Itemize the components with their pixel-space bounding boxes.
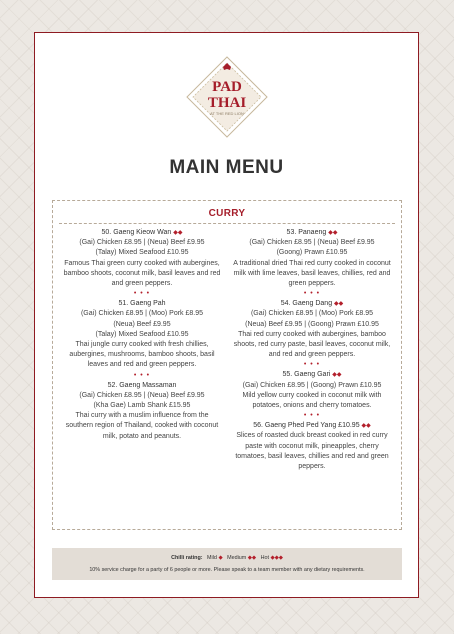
chilli-icon: ◆◆ <box>173 230 183 236</box>
hot-chilli-icon: ◆◆◆ <box>270 555 283 561</box>
section-divider <box>59 223 395 224</box>
menu-item-name: 53. Panaeng <box>286 229 327 236</box>
menu-item-description: Famous Thai green curry cooked with aubergines, bamboo shoots, coconut milk, basil leaves and red and green peppers. <box>63 259 221 288</box>
left-column <box>63 228 221 442</box>
menu-item-price-line: (Talay) Mixed Seafood £10.95 <box>95 249 189 257</box>
menu-item-description: A traditional dried Thai red curry cooked in coconut milk with lime leaves, basil leaves, chillies, red and green peppers. <box>233 259 391 288</box>
pad-thai-logo <box>185 55 269 139</box>
menu-item-name: 51. Gaeng Pah <box>118 300 166 308</box>
footer-panel <box>52 548 402 580</box>
logo-emblem <box>185 55 269 139</box>
medium-label: Medium <box>227 555 247 561</box>
menu-item-name: 55. Gaeng Gari <box>282 371 331 379</box>
hot-label: Hot <box>260 555 269 561</box>
chilli-icon: ◆◆ <box>361 423 371 430</box>
item-separator: • • • <box>133 290 151 298</box>
menu-page <box>34 32 419 598</box>
section-title: CURRY <box>208 208 246 219</box>
menu-item-price-line: (Gai) Chicken £8.95 | (Moo) Pork £8.95 <box>80 310 204 318</box>
menu-item <box>233 370 391 411</box>
menu-item <box>233 299 391 360</box>
menu-item-description: Slices of roasted duck breast cooked in red curry paste with coconut milk, pineapples, cherry tomatoes, basil leaves, chillies and red and green peppers. <box>235 432 389 471</box>
menu-item-description: Thai jungle curry cooked with fresh chillies, aubergines, mushrooms, bamboo shoots, basil leaves and red and green peppers. <box>69 341 215 369</box>
menu-item-description: Mild yellow curry cooked in coconut milk with potatoes, onions and cherry tomatoes. <box>242 391 382 410</box>
right-column <box>233 228 391 472</box>
item-separator: • • • <box>303 361 321 369</box>
item-separator: • • • <box>303 412 321 420</box>
menu-item-price-line: (Talay) Mixed Seafood £10.95 <box>95 330 189 338</box>
menu-item-price-line: (Gai) Chicken £8.95 | (Goong) Prawn £10.95 <box>242 381 382 389</box>
menu-item-name: 56. Gaeng Phed Ped Yang £10.95 <box>253 422 360 430</box>
item-separator: • • • <box>133 371 151 379</box>
chilli-icon: ◆◆ <box>328 230 338 236</box>
menu-item <box>63 228 221 289</box>
menu-item-name: 52. Gaeng Massaman <box>107 381 177 389</box>
menu-item-name: 50. Gaeng Kieow Wan <box>101 229 172 236</box>
menu-item <box>63 381 221 442</box>
menu-item-price-line: (Goong) Prawn £10.95 <box>276 249 348 257</box>
menu-item-price-line: (Neua) Beef £9.95 <box>113 320 171 328</box>
menu-item-name: 54. Gaeng Dang <box>280 300 333 308</box>
logo-top-text: PAD <box>211 79 242 95</box>
page-title: MAIN MENU <box>169 157 284 178</box>
item-separator: • • • <box>303 290 321 298</box>
mild-label: Mild <box>207 555 217 561</box>
menu-item-price-line: (Gai) Chicken £8.95 | (Neua) Beef £9.95 <box>79 391 205 399</box>
menu-item <box>233 421 391 472</box>
chilli-rating-label: Chilli rating: <box>171 555 203 561</box>
menu-item-description: Thai curry with a muslim influence from the southern region of Thailand, cooked with coconut milk, potato and peanuts. <box>65 412 219 440</box>
menu-item-price-line: (Gai) Chicken £8.95 | (Moo) Pork £8.95 <box>250 310 374 318</box>
chilli-icon: ◆◆ <box>332 372 342 379</box>
menu-item-description: Thai red curry cooked with aubergines, bamboo shoots, red curry paste, basil leaves, coconut milk, and red and green peppers. <box>233 330 391 359</box>
curry-section <box>52 200 402 530</box>
chilli-icon: ◆◆ <box>334 301 344 308</box>
mild-chilli-icon: ◆ <box>218 555 223 561</box>
menu-item-price-line: (Neua) Beef £9.95 | (Goong) Prawn £10.95 <box>245 320 379 328</box>
service-charge-note: 10% service charge for a party of 6 people or more. Please speak to a team member with any dietary requirements. <box>89 567 365 573</box>
logo-tagline: AT THE RED LION <box>209 111 244 116</box>
menu-item <box>63 299 221 370</box>
menu-item-price-line: (Gai) Chicken £8.95 | (Neua) Beef £9.95 <box>79 239 205 247</box>
chilli-rating <box>52 555 402 561</box>
logo-bottom-text: THAI <box>207 95 246 111</box>
menu-item-price-line: (Gai) Chicken £8.95 | (Neua) Beef £9.95 <box>249 239 375 247</box>
menu-item <box>233 228 391 289</box>
medium-chilli-icon: ◆◆ <box>247 555 257 561</box>
menu-item-price-line: (Kha Gae) Lamb Shank £15.95 <box>93 402 191 410</box>
